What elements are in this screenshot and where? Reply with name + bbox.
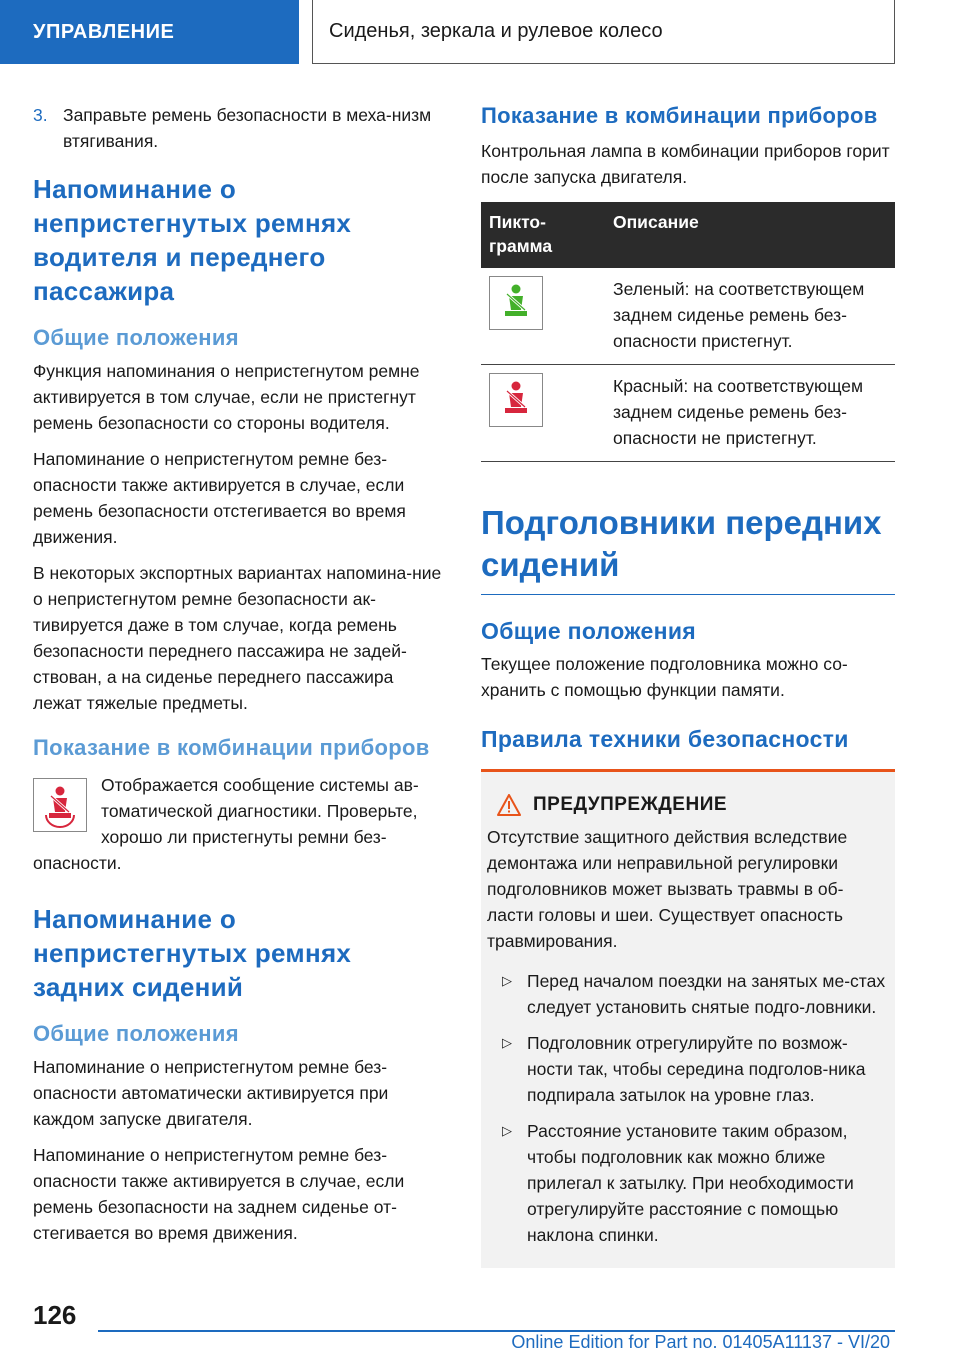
step-text: Заправьте ремень безопасности в меха-низм втягивания. — [63, 105, 432, 151]
bullet-triangle-icon: ▷ — [502, 1123, 512, 1138]
heading-front-headrests: Подголовники передних сидений — [481, 502, 895, 595]
step-number: 3. — [33, 105, 48, 125]
bullet-triangle-icon: ▷ — [502, 973, 512, 988]
paragraph-8: Текущее положение подголовника можно со-хранить с помощью функции памяти. — [481, 654, 848, 700]
display-block — [33, 772, 447, 876]
warning-triangle-icon — [497, 794, 521, 816]
warning-text: Отсутствие защитного действия вследствие демонтажа или неправильной регулировки подголовников может вызвать травмы в об-ласти головы и шеи. Существует опасность травмирования. — [487, 827, 848, 951]
table-header-pictogram: Пикто-грамма — [481, 202, 605, 268]
seatbelt-red-icon — [489, 373, 543, 427]
bullet-text: Расстояние установите таким образом, чтобы подголовник как можно ближе прилегал к затылку. При необходимости отрегулируйте расстояние с помощью наклона спинки. — [527, 1121, 854, 1245]
warning-title-text: ПРЕДУПРЕЖДЕНИЕ — [533, 794, 728, 815]
paragraph-1: Функция напоминания о непристегнутом ремне активируется в том случае, если не пристегнут ремень безопасности со стороны водителя. — [33, 361, 420, 433]
table-header-description: Описание — [605, 202, 895, 268]
seatbelt-green-icon — [489, 276, 543, 330]
heading-rear-seatbelt-reminder: Напоминание о непристегнутых ремнях задних сидений — [33, 904, 352, 1002]
subheading-display-1: Показание в комбинации приборов — [33, 735, 430, 760]
subheading-general-2: Общие положения — [33, 1021, 239, 1046]
subheading-general-3: Общие положения — [481, 618, 696, 644]
paragraph-6: Напоминание о непристегнутом ремне без-опасности также активируется в случае, если ремень безопасности на заднем сиденье от-стегивается во время движения. — [33, 1145, 405, 1243]
table-row — [481, 268, 895, 365]
subheading-safety-rules: Правила техники безопасности — [481, 726, 849, 752]
list-item — [487, 1030, 889, 1108]
paragraph-2: Напоминание о непристегнутом ремне без-опасности также активируется в случае, если ремень безопасности отстегивается во время движения. — [33, 449, 406, 547]
right-column — [481, 102, 895, 1268]
table-row — [481, 365, 895, 462]
pictogram-table — [481, 202, 895, 462]
bullet-triangle-icon: ▷ — [502, 1035, 512, 1050]
seatbelt-warning-icon — [33, 778, 87, 832]
paragraph-7: Контрольная лампа в комбинации приборов горит после запуска двигателя. — [481, 141, 890, 187]
step-3 — [33, 102, 447, 154]
header-chapter-title: Сиденья, зеркала и рулевое колесо — [312, 0, 895, 64]
list-item — [487, 1118, 889, 1248]
bullet-text: Перед началом поездки на занятых ме-стах следует установить снятые подго-ловники. — [527, 971, 886, 1017]
table-cell-description: Красный: на соответствующем заднем сиденье ремень без-опасности не пристегнут. — [605, 365, 895, 462]
list-item — [487, 968, 889, 1020]
bullet-text: Подголовник отрегулируйте по возмож-ности так, чтобы середина подголов-ника подпирала затылок на уровне глаз. — [527, 1033, 866, 1105]
footer-edition: Online Edition for Part no. 01405A11137 - VI/20 — [511, 1332, 890, 1352]
header-section-label: УПРАВЛЕНИЕ — [0, 0, 299, 64]
page-number: 126 — [33, 1300, 77, 1330]
left-column — [33, 102, 447, 1256]
paragraph-4: Отображается сообщение системы ав-томатической диагностики. Проверьте, хорошо ли пристегнуты ремни без-опасности. — [33, 775, 419, 873]
table-header-row — [481, 202, 895, 268]
subheading-general-1: Общие положения — [33, 325, 239, 350]
heading-front-seatbelt-reminder: Напоминание о непристегнутых ремнях водителя и переднего пассажира — [33, 174, 352, 306]
paragraph-3: В некоторых экспортных вариантах напомина-ние о непристегнутом ремне безопасности ак-тивируется даже в том случае, когда ремень безопасности переднего пассажира не задей-ствован, а на сиденье переднего пассажира лежат тяжелые предметы. — [33, 563, 442, 713]
paragraph-5: Напоминание о непристегнутом ремне без-опасности автоматически активируется при каждом запуске двигателя. — [33, 1057, 389, 1129]
warning-box — [481, 769, 895, 1268]
subheading-display-2: Показание в комбинации приборов — [481, 103, 878, 128]
table-cell-description: Зеленый: на соответствующем заднем сиденье ремень без-опасности пристегнут. — [605, 268, 895, 365]
warning-title — [497, 794, 889, 816]
